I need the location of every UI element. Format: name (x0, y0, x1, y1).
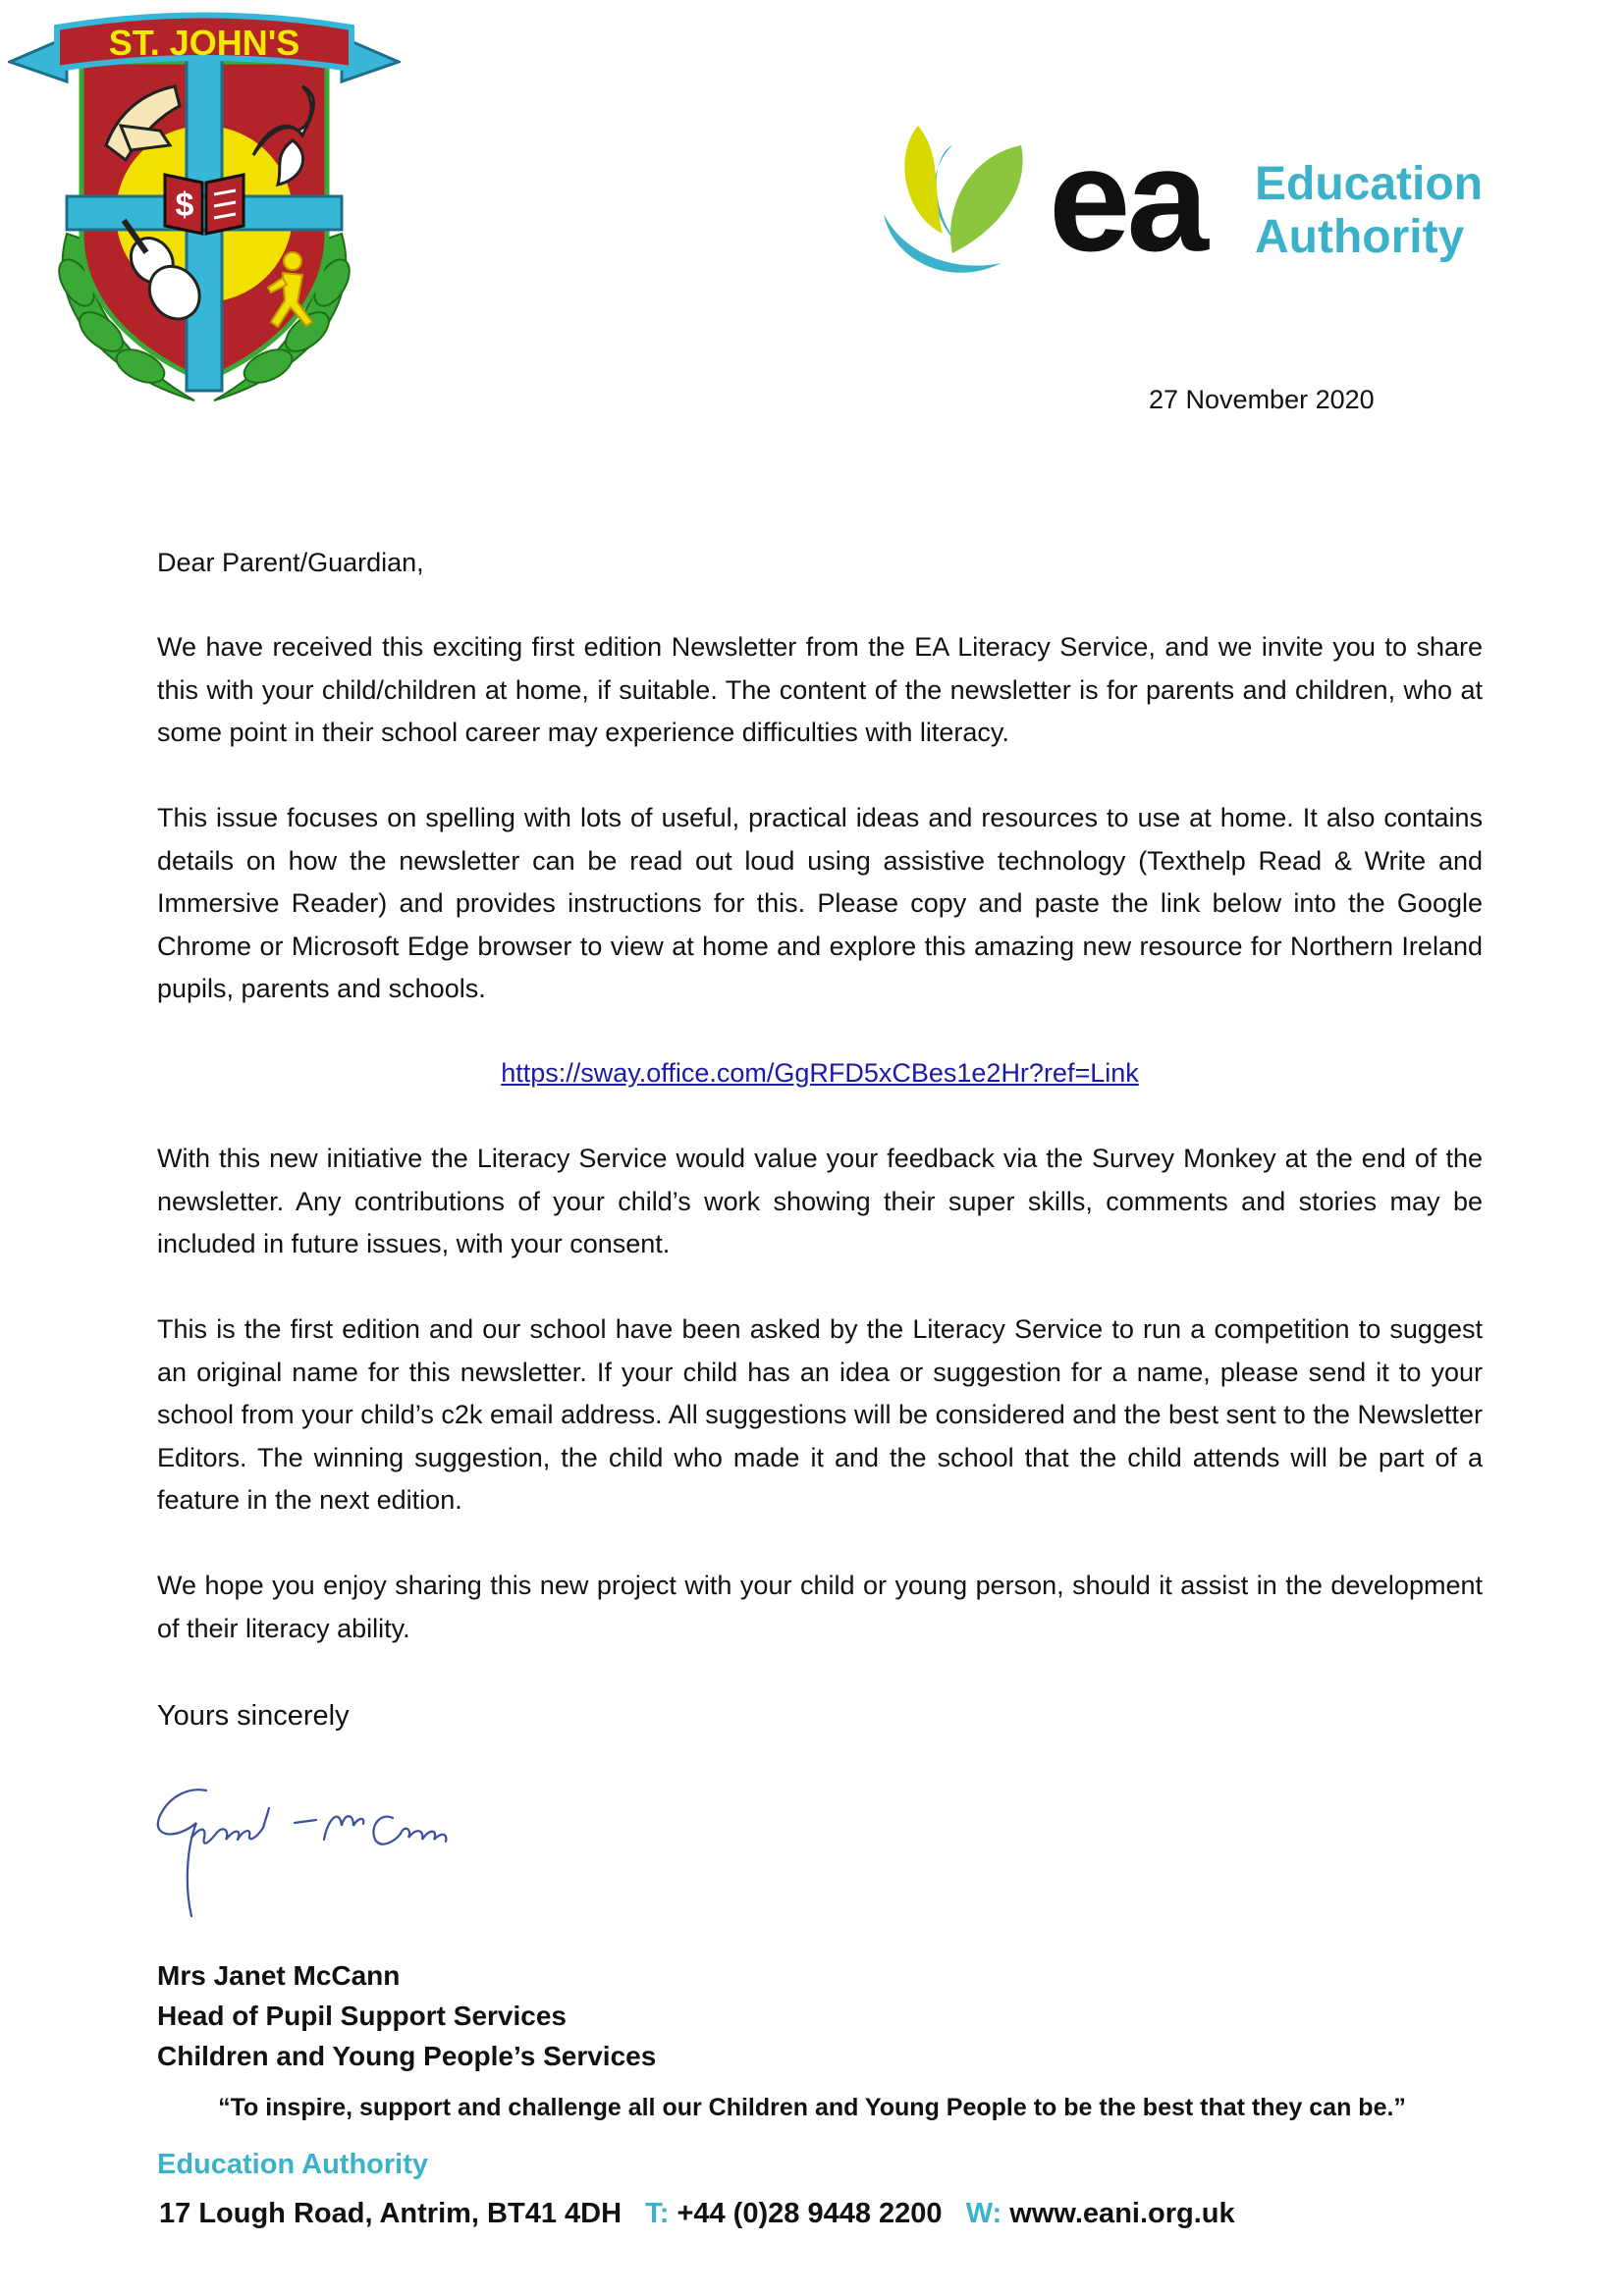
footer-web-label: W: (965, 2198, 1002, 2229)
paragraph-competition: This is the first edition and our school have been asked by the Literacy Service to run a competition to suggest an original name for this newsletter. If your child has an idea or suggestion for a name, please send it to your school from your child’s c2k email address. All suggestions will be considered and the best sent to the Newsletter Editors. The winning suggestion, the child who made it and the school that the child attends will be part of a feature in the next edition. (157, 1314, 1483, 1515)
paragraph-closing-wish: We hope you enjoy sharing this new project with your child or young person, should it assist in the development of their literacy ability. (157, 1571, 1483, 1643)
footer-phone[interactable]: +44 (0)28 9448 2200 (677, 2198, 943, 2229)
handwritten-signature (147, 1779, 481, 1926)
paragraph-feedback: With this new initiative the Literacy Service would value your feedback via the Survey Monkey at the end of the newsletter. Any contributions of your child’s work showing their super skills, comments and stories may be included in future issues, with your consent. (157, 1144, 1483, 1258)
letter-date: 27 November 2020 (1149, 385, 1375, 414)
closing-phrase: Yours sincerely (157, 1700, 350, 1732)
footer-organisation: Education Authority (157, 2149, 429, 2180)
signatory-name: Mrs Janet McCann (157, 1960, 401, 1991)
ea-logo (874, 116, 1502, 302)
salutation: Dear Parent/Guardian, (157, 548, 424, 577)
footer-phone-label: T: (645, 2198, 670, 2229)
paragraph-spelling-issue: This issue focuses on spelling with lots of useful, practical ideas and resources to use at home. It also contains details on how the newsletter can be read out loud using assistive technology (Texthelp Read & Write and Immersive Reader) and provides instructions for this. Please copy and paste the link below into the Google Chrome or Microsoft Edge browser to view at home and explore this amazing new resource for Northern Ireland pupils, parents and schools. (157, 803, 1483, 1003)
newsletter-link[interactable]: https://sway.office.com/GgRFD5xCBes1e2Hr?ref=Link (501, 1058, 1139, 1088)
footer-motto: “To inspire, support and challenge all our Children and Young People to be the best that they can be.” (218, 2094, 1406, 2121)
signatory-title: Head of Pupil Support Services (157, 2001, 567, 2031)
footer-website[interactable]: www.eani.org.uk (1009, 2198, 1235, 2229)
ea-logo-word-education: Education (1255, 158, 1484, 210)
svg-text:$: $ (175, 187, 194, 224)
footer-address: 17 Lough Road, Antrim, BT41 4DH (159, 2198, 623, 2229)
ea-leaf-icon (874, 116, 1041, 288)
paragraph-intro: We have received this exciting first edition Newsletter from the EA Literacy Service, and we invite you to share this with your child/children at home, if suitable. The content of the newsletter is for parents and children, who at some point in their school career may experience difficulties with literacy. (157, 632, 1483, 747)
newsletter-link-row (157, 1052, 1483, 1095)
signatory-department: Children and Young People’s Services (157, 2041, 657, 2071)
crest-banner-text: ST. JOHN'S (108, 23, 300, 63)
ea-logo-word-authority: Authority (1255, 211, 1465, 263)
footer-contact-line (159, 2195, 1235, 2232)
school-crest-logo (8, 8, 401, 420)
ea-logo-letters: ea (1049, 117, 1205, 282)
